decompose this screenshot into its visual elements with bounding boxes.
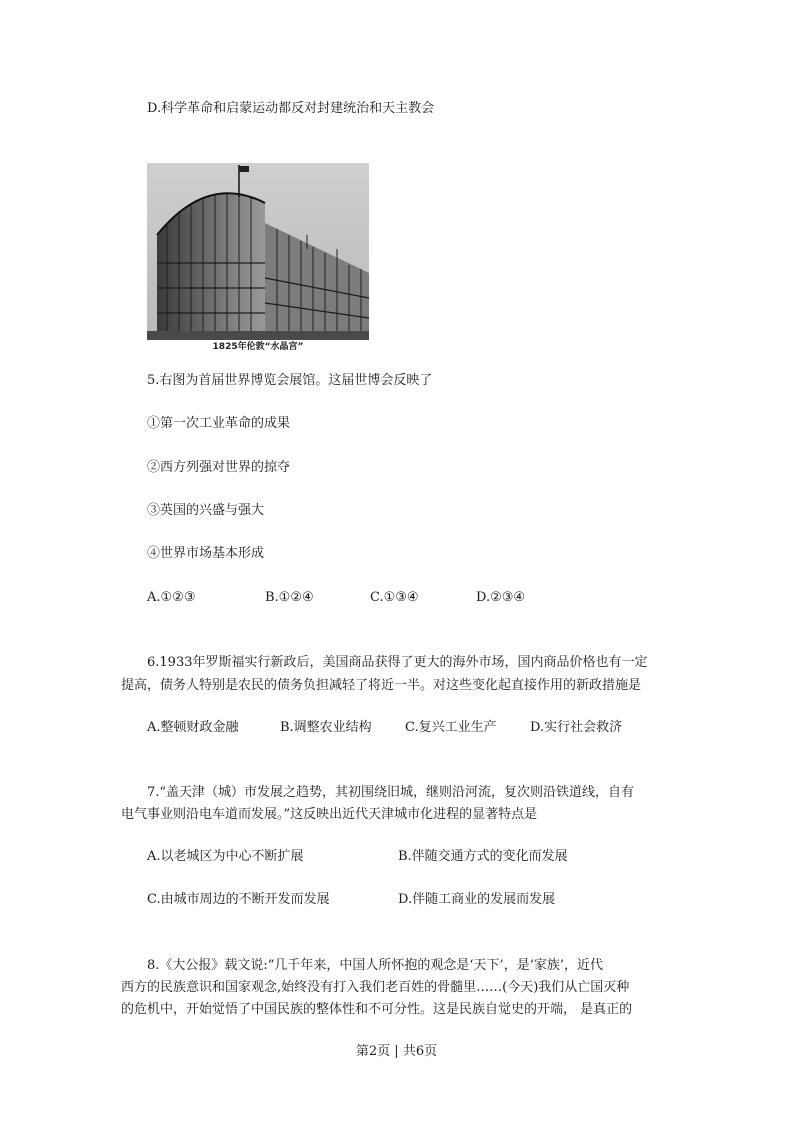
q7-stem-line2: 电气事业则沿电车道而发展。”这反映出近代天津城市化进程的显著特点是 [121, 807, 538, 822]
q5-item-4: ④世界市场基本形成 [147, 546, 265, 561]
q4-option-d: D.科学革命和启蒙运动都反对封建统治和天主教会 [147, 101, 435, 116]
photo-caption: 1825年伦敦“水晶宫” [212, 342, 304, 352]
q6-option-c: C.复兴工业生产 [405, 720, 497, 735]
q5-option-d: D.②③④ [476, 590, 526, 605]
q7-stem-line1: 7.“盖天津（城）市发展之趋势，其初围绕旧城，继则沿河流，复次则沿铁道线，自有 [147, 785, 635, 800]
q8-stem-line3: 的危机中，开始觉悟了中国民族的整体性和不可分性。这是民族自觉史的开端， 是真正的 [121, 1002, 633, 1017]
q7-option-a: A.以老城区为中心不断扩展 [147, 849, 304, 864]
q5-option-b: B.①②④ [265, 590, 314, 605]
q5-item-1: ①第一次工业革命的成果 [147, 416, 291, 431]
q6-option-b: B.调整农业结构 [280, 720, 372, 735]
q8-stem-line2: 西方的民族意识和国家观念,始终没有打入我们老百姓的骨髓里……(今天)我们从亡国灭种 [121, 980, 630, 995]
q7-option-d: D.伴随工商业的发展而发展 [398, 892, 556, 907]
q7-option-c: C.由城市周边的不断开发而发展 [147, 892, 330, 907]
q8-stem-line1: 8.《大公报》载文说:“几千年来，中国人所怀抱的观念是‘天下’，是‘家族’，近代 [147, 958, 603, 973]
q5-item-2: ②西方列强对世界的掠夺 [147, 460, 291, 475]
q6-option-d: D.实行社会救济 [530, 720, 623, 735]
q5-stem: 5.右图为首届世界博览会展馆。这届世博会反映了 [147, 373, 433, 388]
crystal-palace-photo [147, 163, 369, 360]
q5-item-3: ③英国的兴盛与强大 [147, 503, 265, 518]
q7-option-b: B.伴随交通方式的变化而发展 [398, 849, 568, 864]
q6-stem-line1: 6.1933年罗斯福实行新政后，美国商品获得了更大的海外市场，国内商品价格也有一定 [147, 655, 648, 670]
q6-stem-line2: 提高，债务人特别是农民的债务负担减轻了将近一半。对这些变化起直接作用的新政措施是 [121, 678, 642, 693]
page-footer: 第2页 | 共6页 [355, 1044, 438, 1059]
crystal-palace-image [147, 163, 369, 340]
q5-option-a: A.①②③ [147, 590, 196, 605]
q6-option-a: A.整顿财政金融 [147, 720, 239, 735]
q5-option-c: C.①③④ [370, 590, 419, 605]
